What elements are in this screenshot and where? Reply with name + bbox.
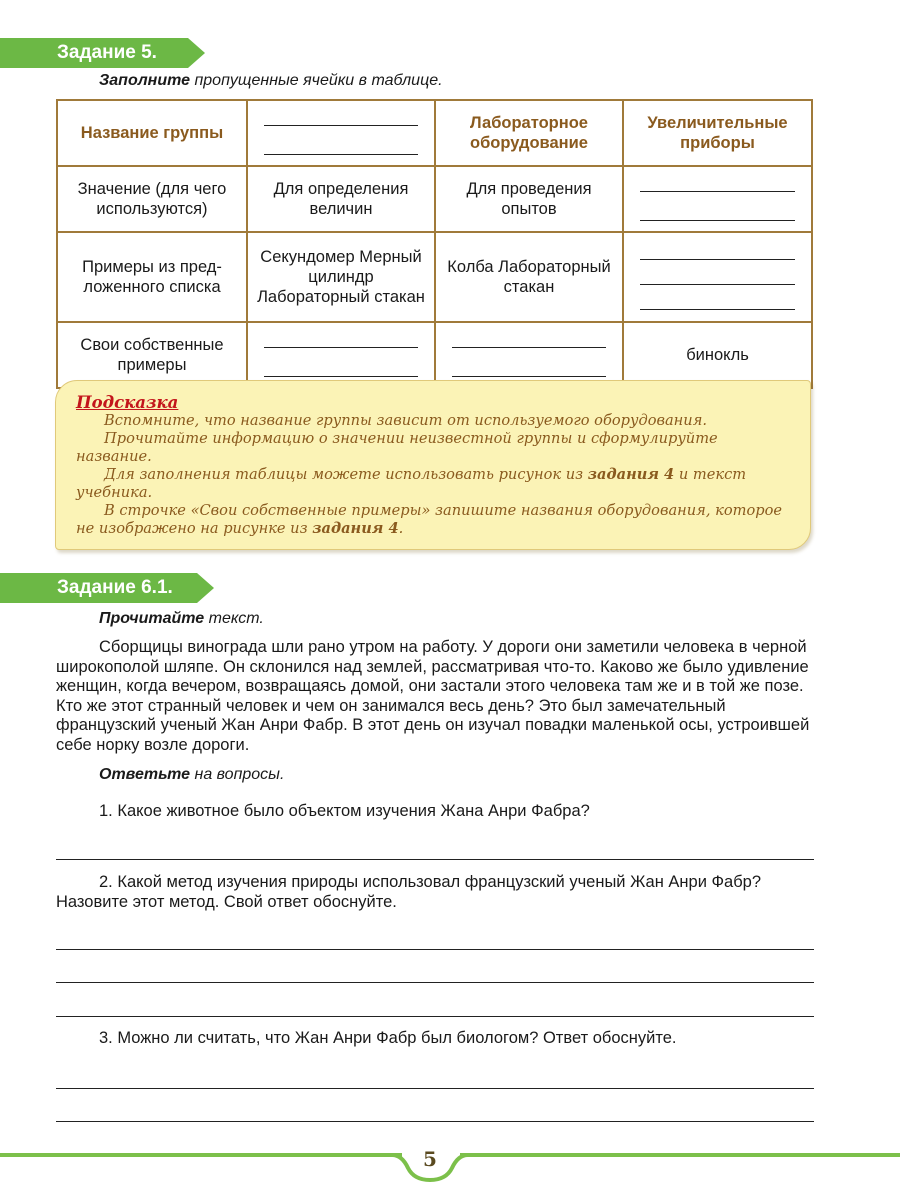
answer-line[interactable] [640, 241, 795, 260]
blank-cell[interactable] [623, 232, 812, 322]
task61-read-instruction [99, 610, 264, 628]
answer-line[interactable] [264, 107, 418, 126]
table-cell: Для определения величин [247, 166, 435, 232]
read-rest: текст. [204, 610, 264, 627]
answer-line[interactable] [264, 136, 418, 155]
table-cell: Для проведения опытов [435, 166, 623, 232]
table-cell: Колба Лабораторный стакан [435, 232, 623, 322]
row-label: Примеры из пред-ложенного списка [57, 232, 247, 322]
table-row [57, 322, 812, 388]
row-label: Свои собственные примеры [57, 322, 247, 388]
hint-paragraph [76, 466, 792, 502]
answer-line[interactable] [264, 358, 418, 377]
hint-paragraph: Вспомните, что название группы зависит от используемого оборудования. [104, 412, 707, 429]
hint-bold-ref: задания 4 [587, 466, 675, 483]
answer-line[interactable] [56, 982, 814, 983]
task5-instruction [99, 72, 443, 90]
answer-line[interactable] [640, 266, 795, 285]
table-row [57, 166, 812, 232]
answer-line[interactable] [56, 949, 814, 950]
task61-banner [0, 573, 214, 603]
answer-line[interactable] [56, 1121, 814, 1122]
footer-line-right [460, 1153, 900, 1157]
hint-paragraph: Прочитайте информацию о значении неизвестной группы и сформулируйте название. [76, 430, 718, 465]
task5-instruction-verb: Заполните [99, 72, 191, 89]
answer-verb: Ответьте [99, 766, 191, 783]
task5-label: Задание 5. [57, 42, 157, 63]
header-group-name: Название группы [57, 100, 247, 166]
table-header-row [57, 100, 812, 166]
task5-banner [0, 38, 205, 68]
question-3: 3. Можно ли считать, что Жан Анри Фабр был биологом? Ответ обоснуйте. [99, 1029, 677, 1047]
table-cell: Секундомер Мерный цилиндр Лабораторный стакан [247, 232, 435, 322]
table-cell: бинокль [623, 322, 812, 388]
hint-title: Подсказка [76, 393, 179, 412]
page-number: 5 [423, 1147, 437, 1171]
table-row [57, 232, 812, 322]
answer-line[interactable] [56, 859, 814, 860]
fill-table [56, 99, 813, 389]
hint-bold-ref: задания 4 [312, 520, 399, 537]
task61-label: Задание 6.1. [57, 577, 173, 598]
blank-cell[interactable] [435, 322, 623, 388]
question-2: 2. Какой метод изучения природы использовал французский ученый Жан Анри Фабр? Назовите этот метод. Свой ответ обоснуйте. [56, 873, 762, 911]
header-lab-equipment: Лабораторное оборудование [435, 100, 623, 166]
answer-line[interactable] [56, 1016, 814, 1017]
hint-text: и текст учебника. [76, 466, 747, 501]
task5-instruction-rest: пропущенные ячейки в таблице. [190, 72, 443, 89]
hint-text: Для заполнения таблицы можете использовать рисунок из [104, 466, 588, 483]
answer-rest: на вопросы. [190, 766, 285, 783]
hint-paragraph [76, 502, 792, 538]
answer-line[interactable] [56, 1088, 814, 1089]
read-verb: Прочитайте [99, 610, 205, 627]
blank-cell[interactable] [623, 166, 812, 232]
hint-text: В строчке «Свои собственные примеры» запишите названия оборудования, которое не изображено на рисунке из [76, 502, 782, 537]
blank-cell[interactable] [247, 322, 435, 388]
answer-line[interactable] [640, 173, 795, 192]
question-1: 1. Какое животное было объектом изучения Жана Анри Фабра? [99, 802, 590, 820]
header-blank-cell[interactable] [247, 100, 435, 166]
hint-text: . [398, 520, 404, 537]
answer-line[interactable] [640, 202, 795, 221]
answer-line[interactable] [264, 329, 418, 348]
reading-text: Сборщицы винограда шли рано утром на работу. У дороги они заметили человека в черной широкополой шляпе. Он склонился над землей, рассматривая что-то. Каково же было удивление женщин, когда вечером, возвращаясь домой, они застали этого человека там же и в той же позе. Кто же этот странный человек и чем он занимался весь день? Это был замечательный французский ученый Жан Анри Фабр. В этот день он изучал повадки маленькой осы, устроившей себе норку возле дороги. [56, 638, 810, 754]
row-label: Значение (для чего используются) [57, 166, 247, 232]
answer-line[interactable] [640, 291, 795, 310]
hint-box [55, 380, 811, 550]
header-magnifiers: Увеличительные приборы [623, 100, 812, 166]
answer-line[interactable] [452, 329, 606, 348]
answer-instruction [99, 766, 284, 784]
footer-line-left [0, 1153, 402, 1157]
answer-line[interactable] [452, 358, 606, 377]
